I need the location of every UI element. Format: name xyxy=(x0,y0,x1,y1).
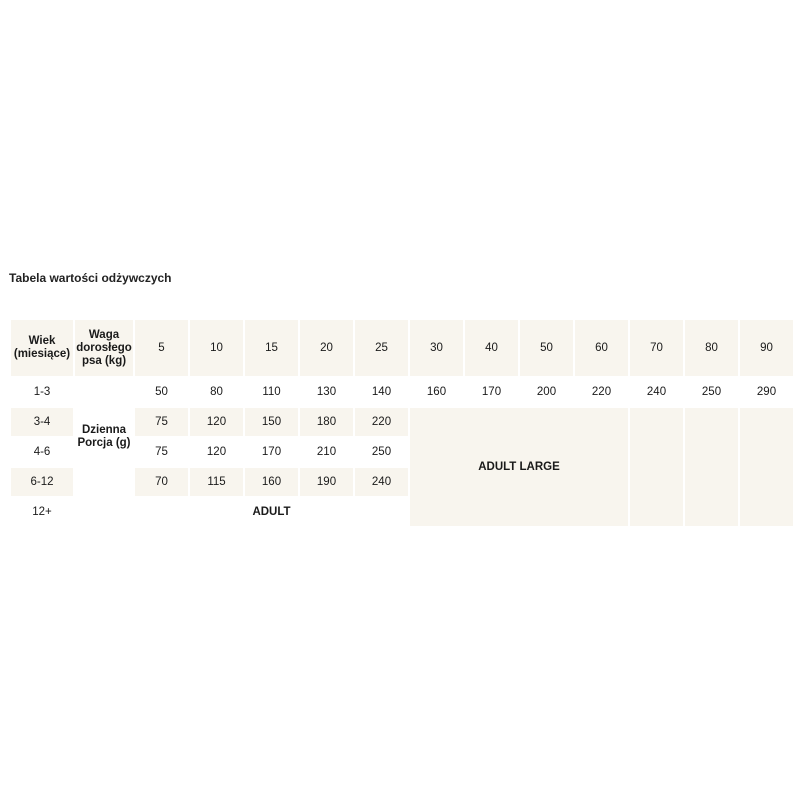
header-weight-cell: 20 xyxy=(299,319,354,377)
age-cell: 12+ xyxy=(10,497,74,527)
value-cell: 240 xyxy=(354,467,409,497)
age-cell: 1-3 xyxy=(10,377,74,407)
empty-cell xyxy=(629,407,684,527)
header-weight-cell: 50 xyxy=(519,319,574,377)
header-adult-weight: Waga dorosłego psa (kg) xyxy=(74,319,134,377)
header-age: Wiek (miesiące) xyxy=(10,319,74,377)
value-cell: 250 xyxy=(684,377,739,407)
value-cell: 130 xyxy=(299,377,354,407)
table-title: Tabela wartości odżywczych xyxy=(9,271,172,285)
header-weight-cell: 80 xyxy=(684,319,739,377)
table-header-row xyxy=(10,319,794,377)
empty-cell xyxy=(74,497,134,527)
value-cell: 210 xyxy=(299,437,354,467)
value-cell: 120 xyxy=(189,407,244,437)
daily-portion-label: Dzienna Porcja (g) xyxy=(74,377,134,497)
value-cell: 220 xyxy=(354,407,409,437)
value-cell: 80 xyxy=(189,377,244,407)
header-weight-cell: 30 xyxy=(409,319,464,377)
value-cell: 220 xyxy=(574,377,629,407)
value-cell: 70 xyxy=(134,467,189,497)
header-weight-cell: 15 xyxy=(244,319,299,377)
value-cell: 160 xyxy=(244,467,299,497)
header-weight-cell: 90 xyxy=(739,319,794,377)
value-cell: 150 xyxy=(244,407,299,437)
header-weight-cell: 40 xyxy=(464,319,519,377)
value-cell: 170 xyxy=(464,377,519,407)
header-weight-cell: 5 xyxy=(134,319,189,377)
adult-large-block: ADULT LARGE xyxy=(409,407,629,527)
value-cell: 180 xyxy=(299,407,354,437)
value-cell: 190 xyxy=(299,467,354,497)
empty-cell xyxy=(684,407,739,527)
nutrition-table xyxy=(9,318,795,528)
value-cell: 120 xyxy=(189,437,244,467)
value-cell: 50 xyxy=(134,377,189,407)
empty-cell xyxy=(739,407,794,527)
value-cell: 140 xyxy=(354,377,409,407)
header-weight-cell: 60 xyxy=(574,319,629,377)
header-weight-cell: 10 xyxy=(189,319,244,377)
value-cell: 75 xyxy=(134,407,189,437)
value-cell: 250 xyxy=(354,437,409,467)
value-cell: 115 xyxy=(189,467,244,497)
value-cell: 160 xyxy=(409,377,464,407)
age-cell: 6-12 xyxy=(10,467,74,497)
value-cell: 290 xyxy=(739,377,794,407)
adult-block: ADULT xyxy=(134,497,409,527)
table-row xyxy=(10,377,794,407)
age-cell: 3-4 xyxy=(10,407,74,437)
value-cell: 75 xyxy=(134,437,189,467)
value-cell: 170 xyxy=(244,437,299,467)
value-cell: 240 xyxy=(629,377,684,407)
header-weight-cell: 70 xyxy=(629,319,684,377)
age-cell: 4-6 xyxy=(10,437,74,467)
value-cell: 200 xyxy=(519,377,574,407)
header-weight-cell: 25 xyxy=(354,319,409,377)
value-cell: 110 xyxy=(244,377,299,407)
